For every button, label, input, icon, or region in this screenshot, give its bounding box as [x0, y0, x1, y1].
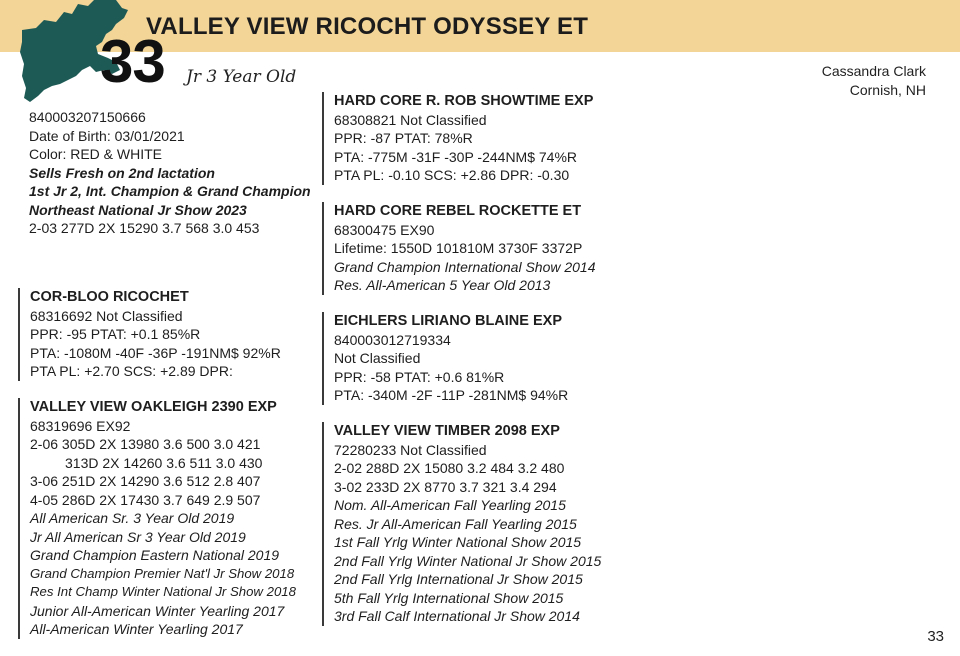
consignor — [822, 62, 926, 99]
dam-dam-name: VALLEY VIEW TIMBER 2098 EXP — [334, 423, 560, 439]
sire-line: 68316692 Not Classified — [30, 307, 183, 324]
consignor-name: Cassandra Clark — [821, 63, 926, 79]
dam-award: Jr All American Sr 3 Year Old 2019 — [30, 528, 246, 545]
sire-sire-line: PTA: -775M -31F -30P -244NM$ 74%R — [334, 148, 578, 165]
page-number: 33 — [927, 628, 944, 645]
dam-block — [18, 398, 296, 639]
sire-sire-line: PPR: -87 PTAT: 78%R — [334, 130, 473, 146]
dam-sire-line: PTA: -340M -2F -11P -281NM$ 94%R — [334, 387, 569, 403]
sire-dam-line: 68300475 EX90 — [334, 221, 435, 238]
dam-dam-line: 72280233 Not Classified — [334, 441, 487, 458]
dam-dam-award: Nom. All-American Fall Yearling 2015 — [334, 497, 566, 513]
animal-dob: Date of Birth: 03/01/2021 — [29, 127, 185, 144]
sire-block — [18, 288, 281, 381]
dam-sire-line: Not Classified — [334, 350, 421, 366]
sire-dam-award: Grand Champion International Show 2014 — [334, 258, 596, 275]
lot-number: 33 — [100, 28, 165, 95]
dam-dam-award: 1st Fall Yrlg Winter National Show 2015 — [334, 534, 582, 550]
sire-dam-line: Lifetime: 1550D 101810M 3730F 3372P — [334, 240, 583, 256]
lot-title: VALLEY VIEW RICOCHT ODYSSEY ET — [146, 13, 589, 40]
sire-line: PPR: -95 PTAT: +0.1 85%R — [30, 326, 201, 342]
dam-dam-award: 3rd Fall Calf International Jr Show 2014 — [334, 608, 580, 624]
sire-line: PTA: -1080M -40F -36P -191NM$ 92%R — [30, 344, 281, 361]
animal-color: Color: RED & WHITE — [29, 146, 163, 162]
animal-details — [29, 108, 311, 238]
dam-sire-line: 840003012719334 — [334, 331, 451, 348]
sire-dam-block — [322, 202, 596, 295]
highlight-line: 1st Jr 2, Int. Champion & Grand Champion — [29, 183, 311, 199]
dam-sire-name: EICHLERS LIRIANO BLAINE EXP — [334, 313, 562, 329]
dam-dam-line: 2-02 288D 2X 15080 3.2 484 3.2 480 — [334, 460, 565, 476]
sire-dam-award: Res. All-American 5 Year Old 2013 — [334, 277, 551, 293]
dam-dam-award: 2nd Fall Yrlg Winter National Jr Show 2015 — [334, 552, 602, 569]
dam-sire-line: PPR: -58 PTAT: +0.6 81%R — [334, 368, 505, 385]
highlight-line: Northeast National Jr Show 2023 — [29, 201, 247, 218]
animal-record: 2-03 277D 2X 15290 3.7 568 3.0 453 — [29, 220, 260, 236]
dam-award: All American Sr. 3 Year Old 2019 — [30, 510, 235, 526]
dam-dam-line: 3-02 233D 2X 8770 3.7 321 3.4 294 — [334, 478, 557, 495]
sire-line: PTA PL: +2.70 SCS: +2.89 DPR: — [30, 363, 233, 379]
dam-record: 4-05 286D 2X 17430 3.7 649 2.9 507 — [30, 491, 261, 508]
dam-dam-award: Res. Jr All-American Fall Yearling 2015 — [334, 515, 577, 532]
class-label: Jr 3 Year Old — [186, 67, 297, 87]
sire-sire-name: HARD CORE R. ROB SHOWTIME EXP — [334, 93, 594, 109]
dam-name: VALLEY VIEW OAKLEIGH 2390 EXP — [30, 399, 277, 415]
dam-id-line: 68319696 EX92 — [30, 417, 131, 434]
sire-sire-line: 68308821 Not Classified — [334, 111, 487, 128]
sire-sire-block — [322, 92, 593, 185]
animal-id: 840003207150666 — [29, 109, 146, 125]
sire-name: COR-BLOO RICOCHET — [30, 289, 189, 305]
dam-sire-block — [322, 312, 568, 405]
dam-award: Grand Champion Premier Nat'l Jr Show 2018 — [30, 565, 295, 581]
dam-dam-award: 2nd Fall Yrlg International Jr Show 2015 — [334, 571, 583, 587]
consignor-location: Cornish, NH — [849, 81, 926, 98]
sire-sire-line: PTA PL: -0.10 SCS: +2.86 DPR: -0.30 — [334, 167, 570, 183]
dam-award: Grand Champion Eastern National 2019 — [30, 547, 280, 563]
dam-dam-block — [322, 422, 601, 626]
dam-record: 313D 2X 14260 3.6 511 3.0 430 — [65, 454, 263, 471]
dam-record: 2-06 305D 2X 13980 3.6 500 3.0 421 — [30, 436, 261, 452]
dam-award: Res Int Champ Winter National Jr Show 2018 — [30, 584, 296, 599]
dam-record: 3-06 251D 2X 14290 3.6 512 2.8 407 — [30, 473, 261, 489]
sire-dam-name: HARD CORE REBEL ROCKETTE ET — [334, 203, 582, 219]
highlight-line: Sells Fresh on 2nd lactation — [29, 164, 215, 181]
dam-dam-award: 5th Fall Yrlg International Show 2015 — [334, 589, 564, 606]
dam-award: Junior All-American Winter Yearling 2017 — [30, 602, 285, 619]
dam-award: All-American Winter Yearling 2017 — [30, 621, 243, 637]
